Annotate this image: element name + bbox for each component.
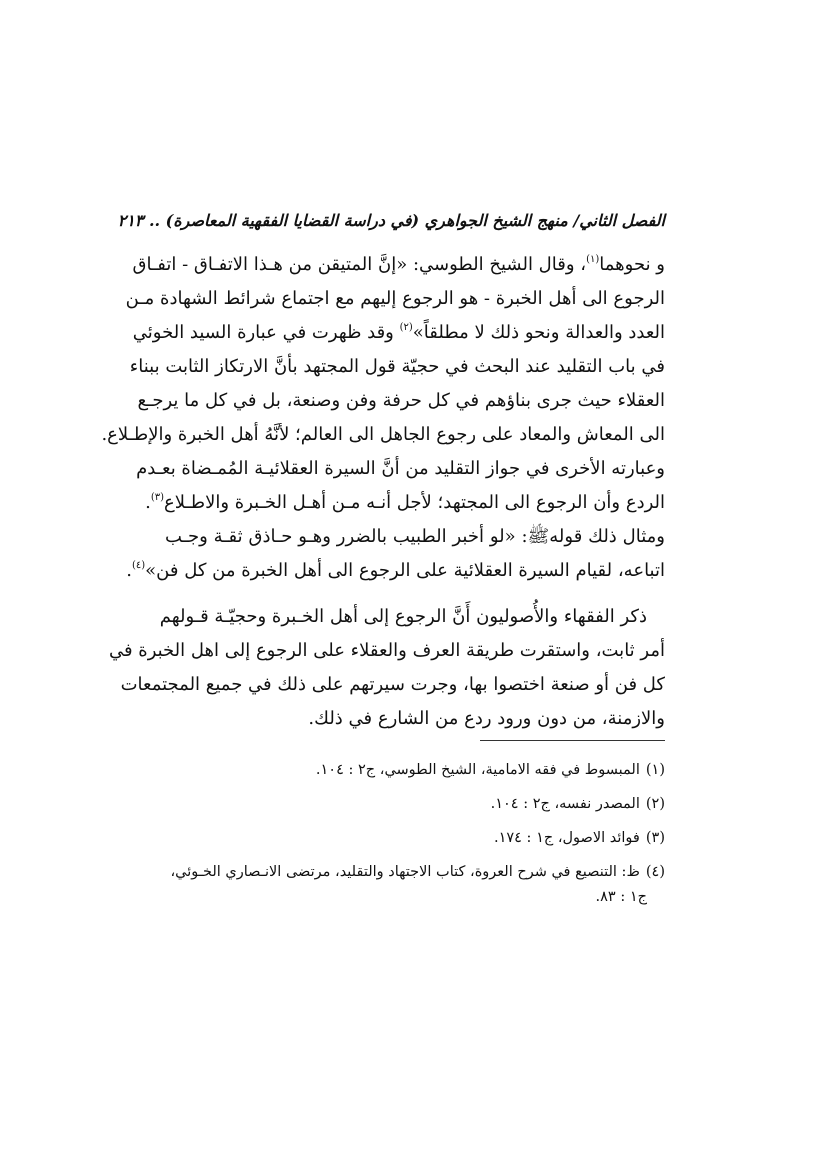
footnote-ref[interactable]: (٢): [399, 322, 413, 333]
footnote-item: [165, 792, 665, 817]
footnote-continuation: ج١ : ٨٣.: [595, 889, 647, 905]
line-text: ، وقال الشيخ الطوسي: «إنَّ المتيقن من هـذا الاتفـاق - اتفـاق: [132, 254, 587, 275]
line-text: وقد ظهرت في عبارة السيد الخوئي: [132, 322, 400, 343]
running-header: الفصل الثاني/ منهج الشيخ الجواهري (في دراسة القضايا الفقهية المعاصرة) .. ٢١٣: [117, 211, 665, 230]
footnotes: [165, 758, 665, 910]
text-line: [126, 554, 665, 588]
footnote-text: المبسوط في فقه الامامية، الشيخ الطوسي، ج٢ : ١٠٤.: [315, 762, 640, 778]
footnote-ref[interactable]: (٤): [131, 560, 146, 571]
footnote-number: (٢): [645, 796, 665, 812]
text-line: كل فن أو صنعة اختصوا بها، وجرت سيرتهم على ذلك في جميع المجتمعات: [120, 674, 665, 695]
body-text: [101, 248, 665, 736]
footnote-item: [165, 826, 665, 851]
text-line: [132, 248, 665, 282]
text-line: ذكر الفقهاء والأُصوليون أَنَّ الرجوع إلى أهل الخـبرة وحجيّـة قـولهم: [159, 606, 647, 627]
footnote-number: (١): [645, 762, 665, 778]
line-text: .: [145, 492, 151, 513]
line-text: العدد والعدالة ونحو ذلك لا مطلقاً»: [412, 322, 665, 343]
line-text: الردع وأن الرجوع الى المجتهد؛ لأجل أنـه مـن أهـل الخـبرة والاطـلاع: [164, 492, 665, 513]
line-text: .: [126, 560, 132, 581]
footnote-number: (٣): [645, 830, 665, 846]
line-text: و نحوهما: [599, 254, 665, 275]
text-line: والازمنة، من دون ورود ردع من الشارع في ذلك.: [308, 708, 665, 729]
text-line: وعبارته الأخرى في جواز التقليد من أنَّ السيرة العقلائيـة المُمـضاة بعـدم: [136, 458, 665, 479]
footnote-text: ظ: التنصيع في شرح العروة، كتاب الاجتهاد والتقليد، مرتضى الانـصاري الخـوئي،: [170, 864, 640, 880]
footnote-text: فوائد الاصول، ج١ : ١٧٤.: [493, 830, 640, 846]
footnote-ref[interactable]: (٣): [150, 492, 165, 503]
text-line: العقلاء حيث جرى بناؤهم في كل حرفة وفن وصنعة، بل في كل ما يرجـع: [137, 390, 665, 411]
text-line: في باب التقليد عند البحث في حجيّة قول المجتهد بأنَّ الارتكاز الثابت ببناء: [129, 356, 665, 377]
footnote-ref[interactable]: (١): [586, 254, 600, 265]
footnote-text: المصدر نفسه، ج٢ : ١٠٤.: [490, 796, 640, 812]
footnote-separator: [480, 740, 665, 741]
footnote-item: [165, 758, 665, 783]
footnote-item: [165, 860, 665, 885]
text-line: أمر ثابت، واستقرت طريقة العرف والعقلاء على الرجوع إلى اهل الخبرة في: [108, 640, 665, 661]
paragraph-gap: [165, 588, 665, 600]
text-line: ومثال ذلك قولهﷺ: «لو أخبر الطبيب بالضرر وهـو حـاذق ثقـة وجـب: [165, 526, 665, 547]
text-line: [132, 316, 665, 350]
text-line: الرجوع الى أهل الخبرة - هو الرجوع إليهم مع اجتماع شرائط الشهادة مـن: [125, 288, 665, 309]
text-line: [145, 486, 665, 520]
footnote-number: (٤): [645, 864, 665, 880]
line-text: اتباعه، لقيام السيرة العقلائية على الرجوع الى أهل الخبرة من كل فن»: [145, 560, 665, 581]
text-line: الى المعاش والمعاد على رجوع الجاهل الى العالم؛ لأنَّهُ أهل الخبرة والإطـلاع.: [101, 424, 665, 445]
